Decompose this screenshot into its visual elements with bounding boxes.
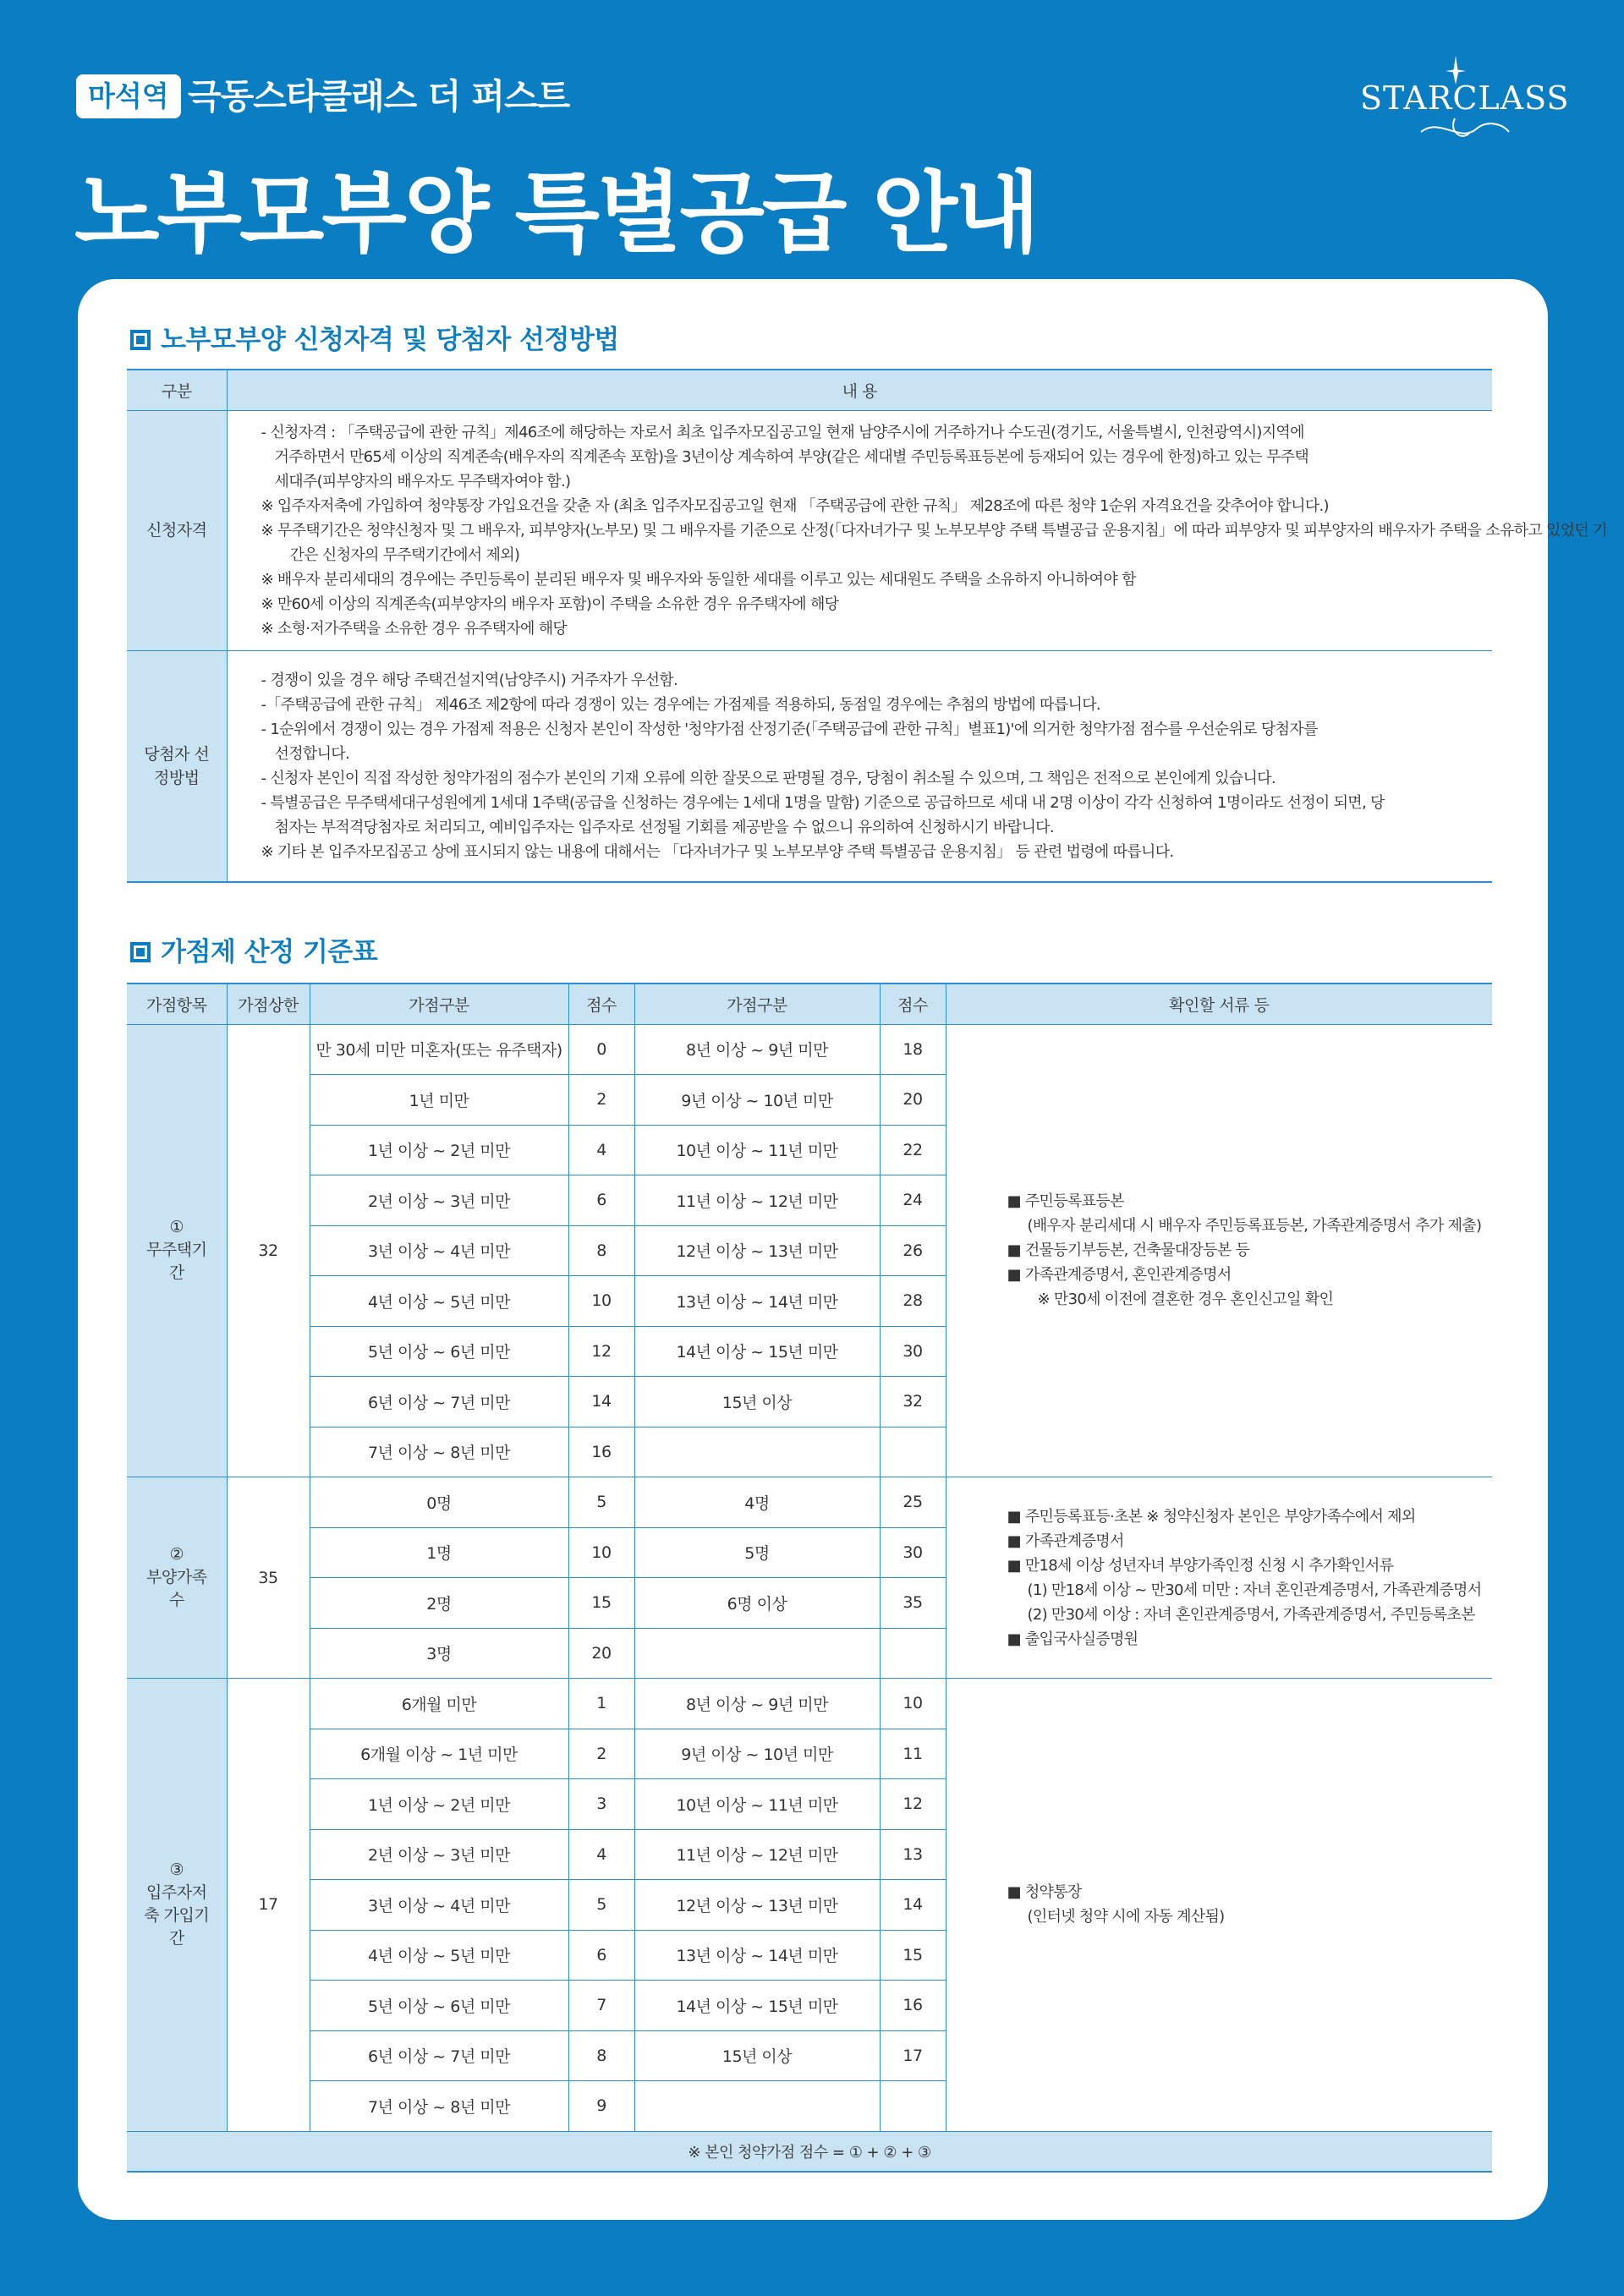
col-header-item: 가점항목	[127, 984, 227, 1024]
content-line: - 경쟁이 있을 경우 해당 주택건설지역(남양주시) 거주자가 우선함.	[261, 671, 678, 689]
score-max: 17	[227, 1679, 310, 2132]
content-line: 거주하면서 만65세 이상의 직계존속(배우자의 직계존속 포함)을 3년이상 계속하여 부양(같은 세대별 주민등록표등본에 등재되어 있는 경우에 한정)하고 있는 무주택	[274, 447, 1309, 466]
col-header-documents: 확인할 서류 등	[946, 984, 1492, 1024]
score-cell: 20	[568, 1628, 634, 1679]
score-cell: 12	[880, 1779, 946, 1830]
col-header-content: 내 용	[227, 370, 1492, 410]
criteria-cell: 1년 이상 ~ 2년 미만	[310, 1125, 568, 1175]
criteria-cell: 4명	[634, 1477, 880, 1528]
score-cell	[880, 2081, 946, 2132]
criteria-cell: 12년 이상 ~ 13년 미만	[634, 1225, 880, 1276]
score-cell: 22	[880, 1125, 946, 1175]
score-cell: 12	[568, 1326, 634, 1377]
content-line: ※ 기타 본 입주자모집공고 상에 표시되지 않는 내용에 대해서는 「다자녀가구 및 노부모부양 주택 특별공급 운용지침」 등 관련 법령에 따릅니다.	[261, 842, 1174, 861]
eligibility-table	[127, 369, 1607, 883]
content-line: ※ 소형·저가주택을 소유한 경우 유주택자에 해당	[261, 619, 568, 638]
criteria-cell: 3년 이상 ~ 4년 미만	[310, 1225, 568, 1276]
score-cell: 16	[568, 1427, 634, 1477]
content-line: ※ 무주택기간은 청약신청자 및 그 배우자, 피부양자(노부모) 및 그 배우자를 기준으로 산정(「다자녀가구 및 노부모부양 주택 특별공급 운용지침」에 따라 피부양자 및 피부양자의 배우자가 주택을 소유하고 있었던 기	[261, 521, 1607, 540]
score-cell: 2	[568, 1729, 634, 1779]
document-line: ■ 주민등록표등본	[1007, 1192, 1124, 1211]
criteria-cell: 8년 이상 ~ 9년 미만	[634, 1679, 880, 1729]
starclass-logo	[1360, 51, 1570, 152]
criteria-cell	[634, 1628, 880, 1679]
score-cell: 10	[568, 1276, 634, 1327]
score-cell: 28	[880, 1276, 946, 1327]
header	[0, 0, 1624, 279]
col-header-category: 구분	[127, 370, 227, 410]
score-footer-row	[127, 2131, 1492, 2172]
criteria-cell: 5명	[634, 1527, 880, 1578]
criteria-cell: 7년 이상 ~ 8년 미만	[310, 1427, 568, 1477]
selection-label-text: 당첨자 선정방법	[144, 744, 210, 787]
score-cell: 10	[880, 1679, 946, 1729]
score-cell: 4	[568, 1829, 634, 1880]
criteria-cell: 2년 이상 ~ 3년 미만	[310, 1829, 568, 1880]
score-cell: 15	[568, 1578, 634, 1629]
content-line: ※ 입주자저축에 가입하여 청약통장 가입요건을 갖춘 자 (최초 입주자모집공고일 현재 「주택공급에 관한 규칙」 제28조에 따른 청약 1순위 자격요건을 갖추어야 합니다.)	[261, 496, 1329, 515]
document-line: (1) 만18세 이상 ~ 만30세 미만 : 자녀 혼인관계증명서, 가족관계증명서	[1027, 1581, 1482, 1599]
criteria-cell: 3년 이상 ~ 4년 미만	[310, 1880, 568, 1931]
content-line: - 특별공급은 무주택세대구성원에게 1세대 1주택(공급을 신청하는 경우에는 1세대 1명을 말함) 기준으로 공급하므로 세대 내 2명 이상이 각각 신청하여 1명이라도 선정이 되면, 당	[261, 793, 1385, 812]
score-cell: 35	[880, 1578, 946, 1629]
score-cell: 11	[880, 1729, 946, 1779]
score-cell: 14	[568, 1377, 634, 1427]
section-title-score-table: 가점제 산정 기준표	[130, 935, 377, 969]
document-line: ■ 가족관계증명서, 혼인관계증명서	[1007, 1266, 1232, 1285]
selection-content	[227, 650, 1492, 882]
score-cell: 24	[880, 1175, 946, 1226]
document-line: (인터넷 청약 시에 자동 계산됨)	[1027, 1908, 1225, 1926]
criteria-cell: 2명	[310, 1578, 568, 1629]
score-cell: 0	[568, 1024, 634, 1075]
document-line: ※ 만30세 이전에 결혼한 경우 혼인신고일 확인	[1037, 1290, 1334, 1309]
score-cell: 2	[568, 1075, 634, 1126]
criteria-cell: 만 30세 미만 미혼자(또는 유주택자)	[310, 1024, 568, 1075]
score-max: 35	[227, 1477, 310, 1679]
score-max: 32	[227, 1024, 310, 1477]
square-bullet-icon	[130, 330, 151, 350]
square-bullet-icon	[130, 942, 151, 962]
score-cell	[880, 1427, 946, 1477]
score-row	[127, 1679, 1492, 1729]
content-line: -「주택공급에 관한 규칙」 제46조 제2항에 따라 경쟁이 있는 경우에는 가점제를 적용하되, 동점일 경우에는 추첨의 방법에 따릅니다.	[261, 695, 1100, 714]
criteria-cell: 8년 이상 ~ 9년 미만	[634, 1024, 880, 1075]
score-cell: 3	[568, 1779, 634, 1830]
criteria-cell: 6개월 이상 ~ 1년 미만	[310, 1729, 568, 1779]
criteria-cell: 13년 이상 ~ 14년 미만	[634, 1276, 880, 1327]
score-cell: 5	[568, 1880, 634, 1931]
criteria-cell: 14년 이상 ~ 15년 미만	[634, 1981, 880, 2031]
section-title-eligibility: 노부모부양 신청자격 및 당첨자 선정방법	[130, 323, 619, 357]
criteria-cell	[634, 2081, 880, 2132]
page-title: 노부모부양 특별공급 안내	[74, 162, 1038, 265]
score-item-number: ③	[169, 1860, 184, 1880]
criteria-cell: 5년 이상 ~ 6년 미만	[310, 1981, 568, 2031]
documents-cell	[946, 1679, 1492, 2132]
criteria-cell: 10년 이상 ~ 11년 미만	[634, 1779, 880, 1830]
criteria-cell: 10년 이상 ~ 11년 미만	[634, 1125, 880, 1175]
criteria-cell	[634, 1427, 880, 1477]
document-line: ■ 청약통장	[1007, 1883, 1082, 1902]
station-badge: 마석역	[76, 74, 181, 118]
score-item-label	[127, 1024, 227, 1477]
criteria-cell: 1명	[310, 1527, 568, 1578]
col-header-criteria: 가점구분	[634, 984, 880, 1024]
criteria-cell: 3명	[310, 1628, 568, 1679]
score-cell: 18	[880, 1024, 946, 1075]
score-cell: 6	[568, 1930, 634, 1981]
document-line: ■ 출입국사실증명원	[1007, 1630, 1138, 1648]
criteria-cell: 9년 이상 ~ 10년 미만	[634, 1729, 880, 1779]
score-formula: ※ 본인 청약가점 점수 = ① + ② + ③	[127, 2131, 1492, 2172]
document-line: ■ 주민등록표등·초본 ※ 청약신청자 본인은 부양가족수에서 제외	[1007, 1507, 1416, 1526]
criteria-cell: 15년 이상	[634, 1377, 880, 1427]
criteria-cell: 7년 이상 ~ 8년 미만	[310, 2081, 568, 2132]
score-cell: 13	[880, 1829, 946, 1880]
score-row	[127, 1477, 1492, 1528]
score-cell: 32	[880, 1377, 946, 1427]
col-header-score: 점수	[568, 984, 634, 1024]
score-cell: 17	[880, 2030, 946, 2081]
document-line: ■ 건물등기부등본, 건축물대장등본 등	[1007, 1241, 1250, 1260]
score-row	[127, 1024, 1492, 1075]
criteria-cell: 11년 이상 ~ 12년 미만	[634, 1175, 880, 1226]
score-item-name: 부양가족수	[146, 1568, 207, 1609]
document-line: (2) 만30세 이상 : 자녀 혼인관계증명서, 가족관계증명서, 주민등록초본	[1027, 1605, 1475, 1624]
score-cell: 14	[880, 1880, 946, 1931]
criteria-cell: 4년 이상 ~ 5년 미만	[310, 1930, 568, 1981]
score-table	[127, 983, 1492, 2173]
row-label-eligibility: 신청자격	[127, 410, 227, 650]
criteria-cell: 4년 이상 ~ 5년 미만	[310, 1276, 568, 1327]
criteria-cell: 6개월 미만	[310, 1679, 568, 1729]
score-cell: 15	[880, 1930, 946, 1981]
content-line: - 신청자 본인이 직접 작성한 청약가점의 점수가 본인의 기재 오류에 의한 잘못으로 판명될 경우, 당첨이 취소될 수 있으며, 그 책임은 전적으로 본인에게 있습니다.	[261, 769, 1276, 787]
score-cell: 1	[568, 1679, 634, 1729]
score-cell: 16	[880, 1981, 946, 2031]
score-item-name: 무주택기간	[146, 1241, 207, 1283]
criteria-cell: 12년 이상 ~ 13년 미만	[634, 1880, 880, 1931]
eligibility-content	[227, 410, 1607, 650]
document-line: ■ 만18세 이상 성년자녀 부양가족인정 신청 시 추가확인서류	[1007, 1556, 1394, 1575]
content-line: - 1순위에서 경쟁이 있는 경우 가점제 적용은 신청자 본인이 작성한 '청약가점 산정기준(「주택공급에 관한 규칙」별표1)'에 의거한 청약가점 점수를 우선순위로 당첨자를	[261, 720, 1318, 738]
criteria-cell: 1년 미만	[310, 1075, 568, 1126]
score-item-number: ①	[169, 1218, 184, 1237]
documents-cell	[946, 1477, 1492, 1679]
criteria-cell: 9년 이상 ~ 10년 미만	[634, 1075, 880, 1126]
score-cell: 6	[568, 1175, 634, 1226]
document-line: (배우자 분리세대 시 배우자 주민등록표등본, 가족관계증명서 추가 제출)	[1027, 1217, 1482, 1236]
score-cell: 30	[880, 1527, 946, 1578]
documents-cell	[946, 1024, 1492, 1477]
criteria-cell: 6년 이상 ~ 7년 미만	[310, 2030, 568, 2081]
col-header-max: 가점상한	[227, 984, 310, 1024]
score-cell: 10	[568, 1527, 634, 1578]
score-cell: 5	[568, 1477, 634, 1528]
criteria-cell: 13년 이상 ~ 14년 미만	[634, 1930, 880, 1981]
col-header-score: 점수	[880, 984, 946, 1024]
score-cell: 4	[568, 1125, 634, 1175]
criteria-cell: 1년 이상 ~ 2년 미만	[310, 1779, 568, 1830]
content-line: ※ 만60세 이상의 직계존속(피부양자의 배우자 포함)이 주택을 소유한 경우 유주택자에 해당	[261, 595, 839, 613]
content-line: 선정합니다.	[274, 744, 349, 763]
content-line: 첨자는 부적격당첨자로 처리되고, 예비입주자는 입주자로 선정될 기회를 제공받을 수 없으니 유의하여 신청하시기 바랍니다.	[274, 818, 1054, 836]
score-cell: 25	[880, 1477, 946, 1528]
score-cell: 9	[568, 2081, 634, 2132]
score-cell: 30	[880, 1326, 946, 1377]
criteria-cell: 0명	[310, 1477, 568, 1528]
row-label-selection	[127, 650, 227, 882]
score-cell: 8	[568, 1225, 634, 1276]
criteria-cell: 14년 이상 ~ 15년 미만	[634, 1326, 880, 1377]
score-item-label	[127, 1477, 227, 1679]
project-name: 극동스타클래스 더 퍼스트	[188, 76, 570, 117]
criteria-cell: 6명 이상	[634, 1578, 880, 1629]
score-cell	[880, 1628, 946, 1679]
content-line: 세대주(피부양자의 배우자도 무주택자여야 함.)	[274, 472, 571, 490]
criteria-cell: 15년 이상	[634, 2030, 880, 2081]
document-line: ■ 가족관계증명서	[1007, 1532, 1124, 1550]
criteria-cell: 11년 이상 ~ 12년 미만	[634, 1829, 880, 1880]
criteria-cell: 6년 이상 ~ 7년 미만	[310, 1377, 568, 1427]
score-item-label	[127, 1679, 227, 2132]
score-cell: 8	[568, 2030, 634, 2081]
score-cell: 7	[568, 1981, 634, 2031]
logo-text: STARCLASS	[1360, 79, 1570, 117]
content-line: ※ 배우자 분리세대의 경우에는 주민등록이 분리된 배우자 및 배우자와 동일한 세대를 이루고 있는 세대원도 주택을 소유하지 아니하여야 함	[261, 570, 1136, 589]
score-item-number: ②	[169, 1545, 184, 1564]
score-item-name: 입주자저축 가입기간	[144, 1883, 210, 1948]
col-header-criteria: 가점구분	[310, 984, 568, 1024]
criteria-cell: 2년 이상 ~ 3년 미만	[310, 1175, 568, 1226]
score-cell: 20	[880, 1075, 946, 1126]
criteria-cell: 5년 이상 ~ 6년 미만	[310, 1326, 568, 1377]
score-cell: 26	[880, 1225, 946, 1276]
content-line: 간은 신청자의 무주택기간에서 제외)	[289, 545, 520, 564]
content-line: - 신청자격 : 「주택공급에 관한 규칙」제46조에 해당하는 자로서 최초 입주자모집공고일 현재 남양주시에 거주하거나 수도권(경기도, 서울특별시, 인천광역시)지역에	[261, 423, 1304, 441]
